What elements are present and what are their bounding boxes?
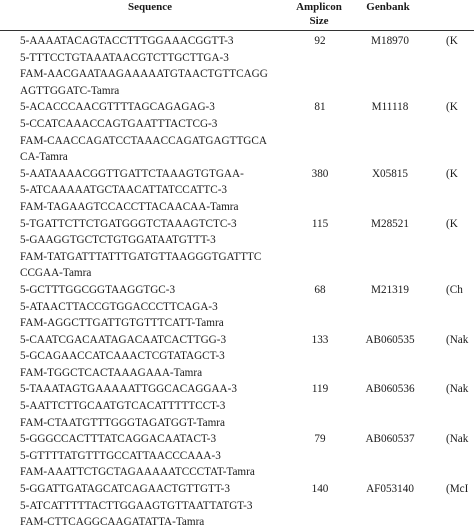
sequence-line: FAM-CTAATGTTTGGGTAGATGGT-Tamra — [20, 416, 225, 429]
sequence-line: FAM-CAACCAGATCCTAAACCAGATGAGTTGCA — [20, 134, 267, 147]
sequence-line: 5-AATAAAACGGTTGATTCTAAAGTGTGAA- — [20, 167, 244, 180]
sequence-line: FAM-TGGCTCACTAAAGAAA-Tamra — [20, 366, 203, 379]
amplicon-size-cell: 380 — [311, 167, 329, 180]
sequence-line: 5-AAAATACAGTACCTTTGGAAACGGTT-3 — [20, 35, 234, 47]
amplicon-size-cell: 68 — [314, 283, 326, 296]
reference-cell: (Nak — [446, 333, 469, 346]
sequence-line: CCGAA-Tamra — [20, 267, 92, 280]
sequence-line: 5-TTTCCTGTAAATAACGTCTTGCTTGA-3 — [20, 51, 229, 64]
genbank-cell: M28521 — [371, 217, 409, 230]
sequence-line: 5-TAAATAGTGAAAAATTGGCACAGGAA-3 — [20, 383, 237, 396]
header-amplicon-line1: Amplicon — [296, 1, 342, 13]
genbank-cell: AF053140 — [366, 483, 414, 496]
sequence-line: 5-GGATTGATAGCATCAGAACTGTTGTT-3 — [20, 483, 230, 496]
sequence-line: 5-AATTCTTGCAATGTCACATTTTTCCT-3 — [20, 400, 226, 413]
genbank-cell: M11118 — [371, 101, 409, 114]
sequence-line: FAM-TAGAAGTCCACCTTACAACAA-Tamra — [20, 200, 239, 213]
table-row — [0, 381, 474, 431]
sequence-line: AGTTGGATC-Tamra — [20, 84, 120, 97]
table-row — [0, 99, 474, 165]
header-amplicon-line2: Size — [309, 15, 329, 27]
sequence-line: 5-GCAGAACCATCAAACTCGTATAGCT-3 — [20, 350, 225, 363]
sequence-line: 5-CCATCAAACCAGTGAATTTACTCG-3 — [20, 117, 218, 130]
genbank-cell: AB060536 — [365, 383, 415, 396]
reference-cell: (K — [446, 101, 458, 114]
reference-cell: (K — [446, 217, 458, 230]
reference-cell: (K — [446, 167, 458, 180]
sequence-line: 5-ACACCCAACGTTTTAGCAGAGAG-3 — [20, 101, 215, 114]
genbank-cell: X05815 — [371, 167, 409, 180]
sequence-line: 5-GCTTTGGCGGTAAGGTGC-3 — [20, 283, 176, 296]
sequence-line: 5-GGGCCACTTTATCAGGACAATACT-3 — [20, 433, 217, 446]
table-row — [0, 216, 474, 282]
table-row — [0, 481, 474, 531]
reference-cell: (McI — [446, 483, 469, 496]
amplicon-size-cell: 79 — [314, 433, 326, 446]
header-rule — [0, 30, 474, 31]
sequence-line: 5-GTTTTATGTTTGCCATTAACCCAAA-3 — [20, 449, 221, 462]
table-row — [0, 332, 474, 382]
table-row — [0, 33, 474, 99]
table-row — [0, 166, 474, 216]
amplicon-size-cell: 92 — [314, 35, 326, 47]
sequence-line: FAM-AAATTCTGCTAGAAAAATCCCTAT-Tamra — [20, 466, 255, 479]
table-row — [0, 431, 474, 481]
reference-cell: (Ch — [446, 283, 463, 296]
sequence-line: FAM-AGGCTTGATTGTGTTTCATT-Tamra — [20, 317, 224, 330]
sequence-line: 5-ATAACTTACCGTGGACCCTTCAGA-3 — [20, 300, 218, 313]
sequence-line: 5-ATCAAAAATGCTAACATTATCCATTC-3 — [20, 184, 228, 197]
genbank-cell: AB060537 — [365, 433, 415, 446]
header-amplicon-size — [292, 0, 346, 28]
genbank-cell: M18970 — [371, 35, 409, 47]
header-sequence: Sequence — [128, 1, 172, 13]
sequence-line: 5-CAATCGACAATAGACAATCACTTGG-3 — [20, 333, 227, 346]
header-genbank: Genbank — [366, 1, 410, 13]
sequence-line: 5-ATCATTTTTACTTGGAAGTGTTAATTATGT-3 — [20, 499, 253, 512]
genbank-cell: M21319 — [371, 283, 409, 296]
primer-probe-table — [0, 33, 474, 531]
sequence-line: FAM-TATGATTTATTTGATGTTAAGGGTGATTTC — [20, 250, 262, 263]
table-row — [0, 282, 474, 332]
sequence-line: 5-GAAGGTGCTCTGTGGATAATGTTT-3 — [20, 234, 216, 247]
sequence-line: FAM-CTTCAGGCAAGATATTA-Tamra — [20, 516, 205, 529]
amplicon-size-cell: 133 — [311, 333, 329, 346]
sequence-line: FAM-AACGAATAAGAAAAATGTAACTGTTCAGG — [20, 68, 268, 81]
genbank-cell: AB060535 — [365, 333, 415, 346]
amplicon-size-cell: 115 — [311, 217, 329, 230]
reference-cell: (Nak — [446, 383, 469, 396]
sequence-line: CA-Tamra — [20, 151, 68, 164]
amplicon-size-cell: 81 — [314, 101, 326, 114]
reference-cell: (K — [446, 35, 458, 47]
amplicon-size-cell: 119 — [311, 383, 329, 396]
sequence-line: 5-TGATTCTTCTGATGGGTCTAAAGTCTC-3 — [20, 217, 237, 230]
amplicon-size-cell: 140 — [311, 483, 329, 496]
reference-cell: (Nak — [446, 433, 469, 446]
